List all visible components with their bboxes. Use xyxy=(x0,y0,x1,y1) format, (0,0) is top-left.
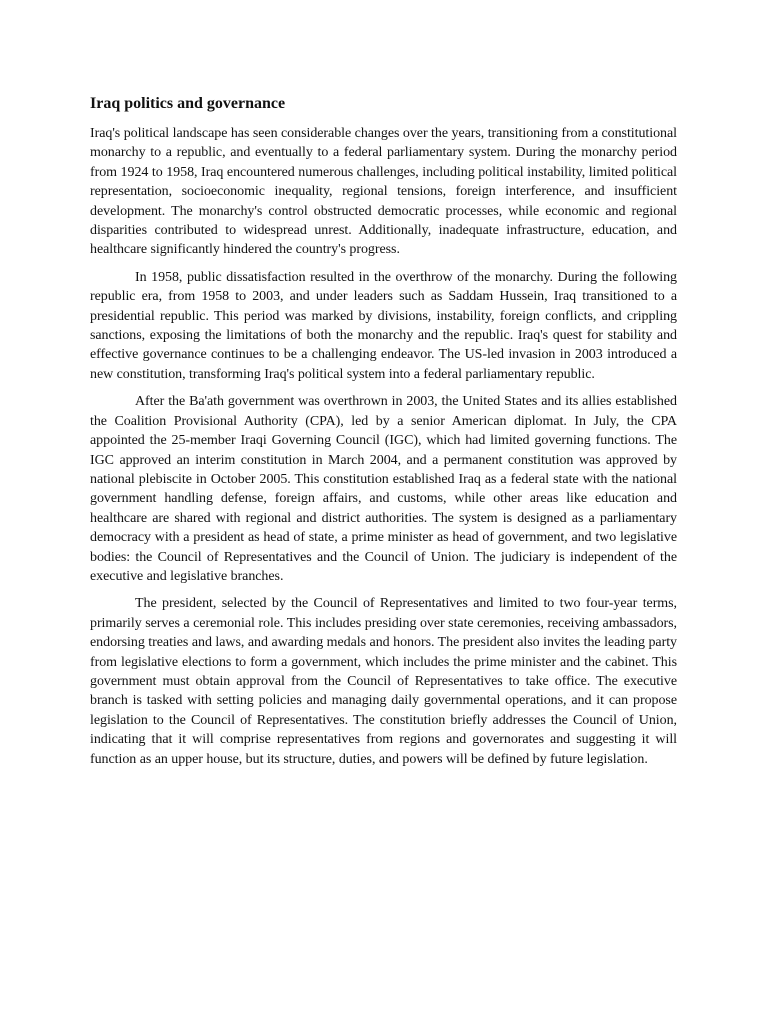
document-title: Iraq politics and governance xyxy=(90,95,286,112)
paragraph-monarchy: Iraq's political landscape has seen considerable changes over the years, transitioning from a constitutional monarchy to a republic, and eventually to a federal parliamentary system. During the monarchy period from 1924 to 1958, Iraq encountered numerous challenges, including political instability, limited political representation, socioeconomic inequality, regional tensions, foreign interference, and insufficient development. The monarchy's control obstructed democratic processes, while economic and regional disparities contributed to widespread unrest. Additionally, inadequate infrastructure, education, and healthcare significantly hindered the country's progress. xyxy=(90,126,677,258)
document-page xyxy=(90,93,677,777)
paragraph-republic-era: In 1958, public dissatisfaction resulted in the overthrow of the monarchy. During the following republic era, from 1958 to 2003, and under leaders such as Saddam Hussein, Iraq transitioned to a presidential republic. This period was marked by divisions, instability, foreign conflicts, and crippling sanctions, exposing the limitations of both the monarchy and the republic. Iraq's quest for stability and effective governance continues to be a challenging endeavor. The US-led invasion in 2003 introduced a new constitution, transforming Iraq's political system into a federal parliamentary republic. xyxy=(90,269,677,382)
paragraph-cpa-constitution: After the Ba'ath government was overthrown in 2003, the United States and its allies established the Coalition Provisional Authority (CPA), led by a senior American diplomat. In July, the CPA appointed the 25-member Iraqi Governing Council (IGC), which had limited governing functions. The IGC approved an interim constitution in March 2004, and a permanent constitution was approved by national plebiscite in October 2005. This constitution established Iraq as a federal state with the national government handling defense, foreign affairs, and customs, while other areas like education and healthcare are shared with regional and district authorities. The system is designed as a parliamentary democracy with a president as head of state, a prime minister as head of government, and two legislative bodies: the Council of Representatives and the Council of Union. The judiciary is independent of the executive and legislative branches. xyxy=(90,394,677,584)
paragraph-president-role: The president, selected by the Council of Representatives and limited to two four-year terms, primarily serves a ceremonial role. This includes presiding over state ceremonies, receiving ambassadors, endorsing treaties and laws, and awarding medals and honors. The president also invites the leading party from legislative elections to form a government, which includes the prime minister and the cabinet. This government must obtain approval from the Council of Representatives to take office. The executive branch is tasked with setting policies and managing daily governmental operations, and it can propose legislation to the Council of Representatives. The constitution briefly addresses the Council of Union, indicating that it will comprise representatives from regions and governorates and suggesting it will function as an upper house, but its structure, duties, and powers will be defined by future legislation. xyxy=(90,596,677,767)
